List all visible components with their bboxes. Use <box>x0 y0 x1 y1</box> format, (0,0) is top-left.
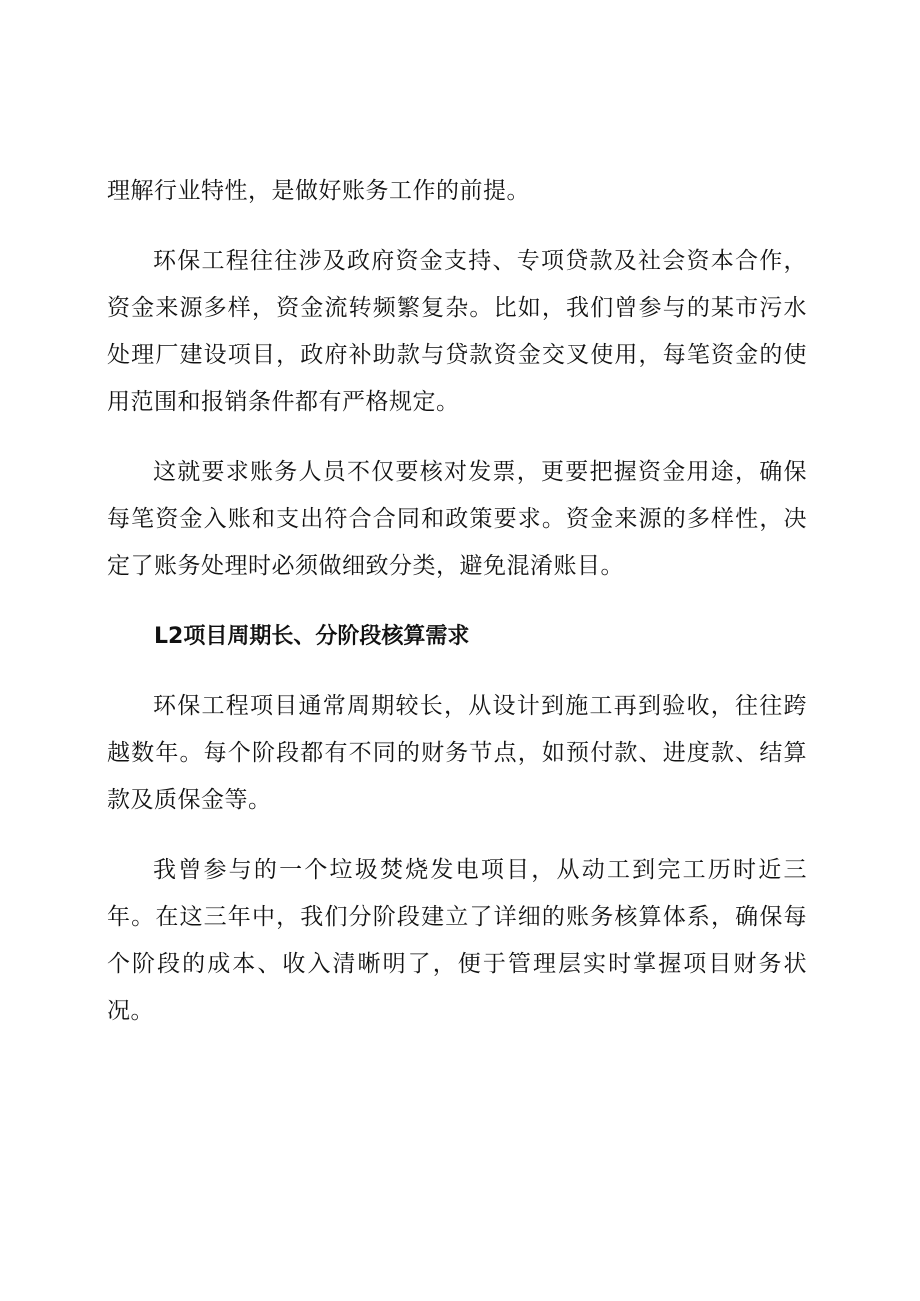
paragraph-accounting-requirements: 这就要求账务人员不仅要核对发票，更要把握资金用途，确保每笔资金入账和支出符合合同和政策要求。资金来源的多样性，决定了账务处理时必须做细致分类，避免混淆账目。 <box>107 459 807 579</box>
paragraph-project-cycle: 环保工程项目通常周期较长，从设计到施工再到验收，往往跨越数年。每个阶段都有不同的财务节点，如预付款、进度款、结算款及质保金等。 <box>107 693 807 813</box>
paragraph-funding-sources: 环保工程往往涉及政府资金支持、专项贷款及社会资本合作，资金来源多样，资金流转频繁复杂。比如，我们曾参与的某市污水处理厂建设项目，政府补助款与贷款资金交叉使用，每笔资金的使用范围和报销条件都有严格规定。 <box>107 248 807 415</box>
section-heading: L2项目周期长、分阶段核算需求 <box>154 624 470 649</box>
document-body <box>107 168 807 1058</box>
paragraph-continuation: 理解行业特性，是做好账务工作的前提。 <box>107 178 530 204</box>
paragraph-incineration-project: 我曾参与的一个垃圾焚烧发电项目，从动工到完工历时近三年。在这三年中，我们分阶段建立了详细的账务核算体系，确保每个阶段的成本、收入清晰明了，便于管理层实时掌握项目财务状况。 <box>107 857 807 1024</box>
